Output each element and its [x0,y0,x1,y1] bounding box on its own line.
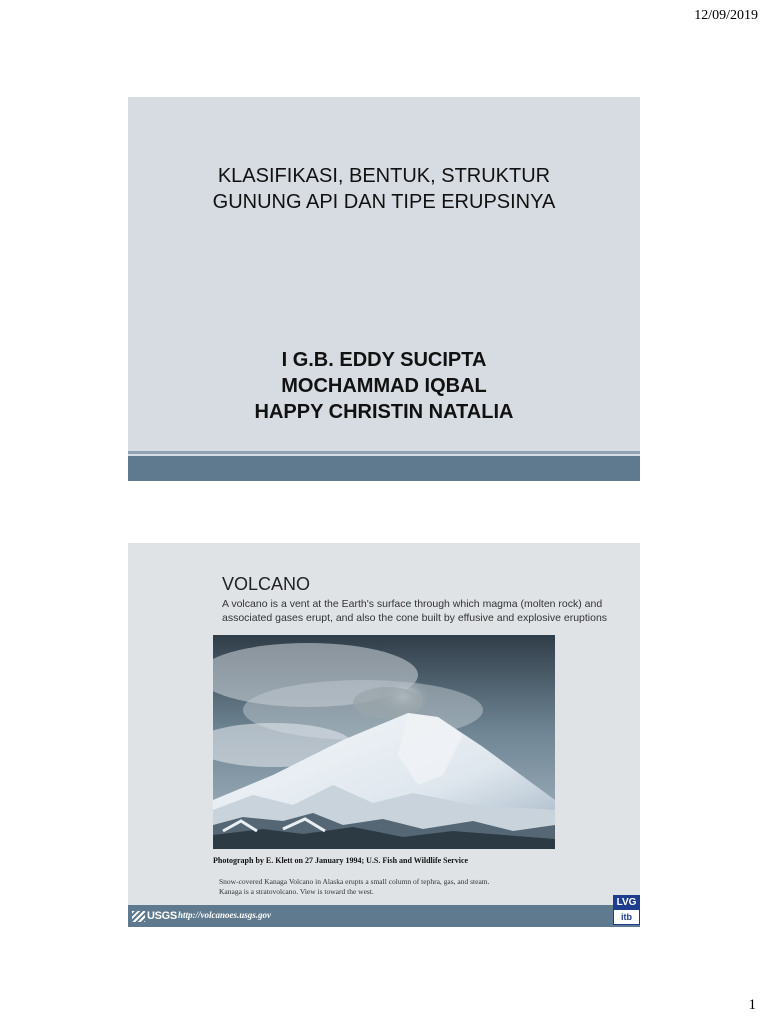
photo-caption [219,877,559,897]
page-number: 1 [748,997,756,1013]
author-name: HAPPY CHRISTIN NATALIA [254,401,514,423]
usgs-mark-icon [132,911,145,922]
author-list [128,347,640,425]
photo-caption-line-1: Snow-covered Kanaga Volcano in Alaska erupts a small column of tephra, gas, and steam. [219,877,490,886]
volcano-photo [213,635,555,849]
author-name: I G.B. EDDY SUCIPTA [281,349,487,371]
title-slide [128,97,640,481]
author-name: MOCHAMMAD IQBAL [281,375,487,397]
volcano-slide [128,543,640,927]
slide-footer-bar [128,897,640,927]
lvg-logo [613,895,640,925]
slide-title-line-1: KLASIFIKASI, BENTUK, STRUKTUR [217,165,551,187]
lvg-logo-bottom: itb [621,912,632,922]
lvg-logo-top: LVG [614,896,639,910]
photo-credit: Photograph by E. Klett on 27 January 1994; U.S. Fish and Wildlife Service [213,856,469,865]
slide-title-line-2: GUNUNG API DAN TIPE ERUPSINYA [212,191,556,213]
slide-title [128,163,640,215]
slide-divider [128,451,640,454]
slide-footer-bar [128,456,640,481]
slide-heading: VOLCANO [222,574,311,594]
slide-description: A volcano is a vent at the Earth's surface through which magma (molten rock) and associated gases erupt, and also the cone built by effusive and explosive eruptions [222,598,608,624]
volcano-image [213,635,555,849]
usgs-logo [132,909,177,923]
page-date: 12/09/2019 [694,8,758,23]
usgs-logo-text: USGS [147,910,177,922]
usgs-url[interactable]: http://volcanoes.usgs.gov [178,910,272,920]
photo-caption-line-2: Kanaga is a stratovolcano. View is toward the west. [219,887,374,896]
